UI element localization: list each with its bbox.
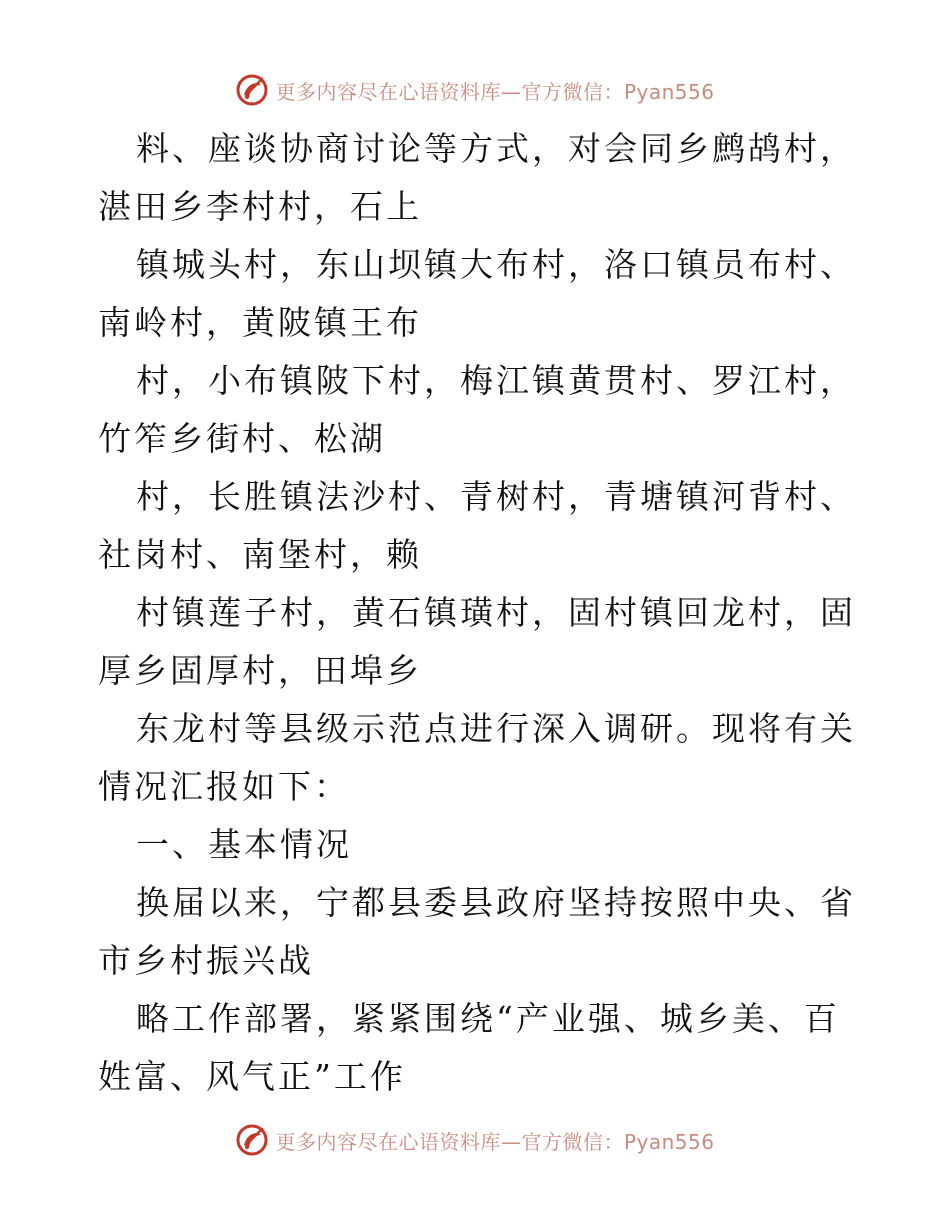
section-heading: 一、基本情况 — [136, 825, 352, 864]
paragraph: 村，长胜镇法沙村、青树村，青塘镇河背村、社岗村、南堡村，赖 — [98, 477, 856, 574]
paragraph: 村镇莲子村，黄石镇璜村，固村镇回龙村，固厚乡固厚村，田埠乡 — [98, 593, 856, 690]
red-swirl-logo-icon — [235, 1123, 269, 1157]
paragraph: 东龙村等县级示范点进行深入调研。现将有关情况汇报如下： — [98, 709, 856, 806]
watermark-text: 更多内容尽在心语资料库—官方微信：Pyan556 — [275, 1129, 715, 1154]
red-swirl-logo-icon — [235, 73, 269, 107]
paragraph: 换届以来，宁都县委县政府坚持按照中央、省市乡村振兴战 — [98, 883, 856, 980]
paragraph: 略工作部署，紧紧围绕“产业强、城乡美、百姓富、风气正”工作 — [98, 999, 840, 1096]
watermark-text: 更多内容尽在心语资料库—官方微信：Pyan556 — [275, 79, 715, 104]
paragraph: 村，小布镇陂下村，梅江镇黄贯村、罗江村，竹笮乡街村、松湖 — [98, 361, 856, 458]
footer-watermark — [0, 1120, 950, 1160]
paragraph: 镇城头村，东山坝镇大布村，洛口镇员布村、南岭村，黄陂镇王布 — [98, 245, 856, 342]
header-watermark — [0, 70, 950, 110]
document-body — [98, 120, 858, 1106]
paragraph: 料、座谈协商讨论等方式，对会同乡鹧鸪村，湛田乡李村村，石上 — [98, 129, 856, 226]
